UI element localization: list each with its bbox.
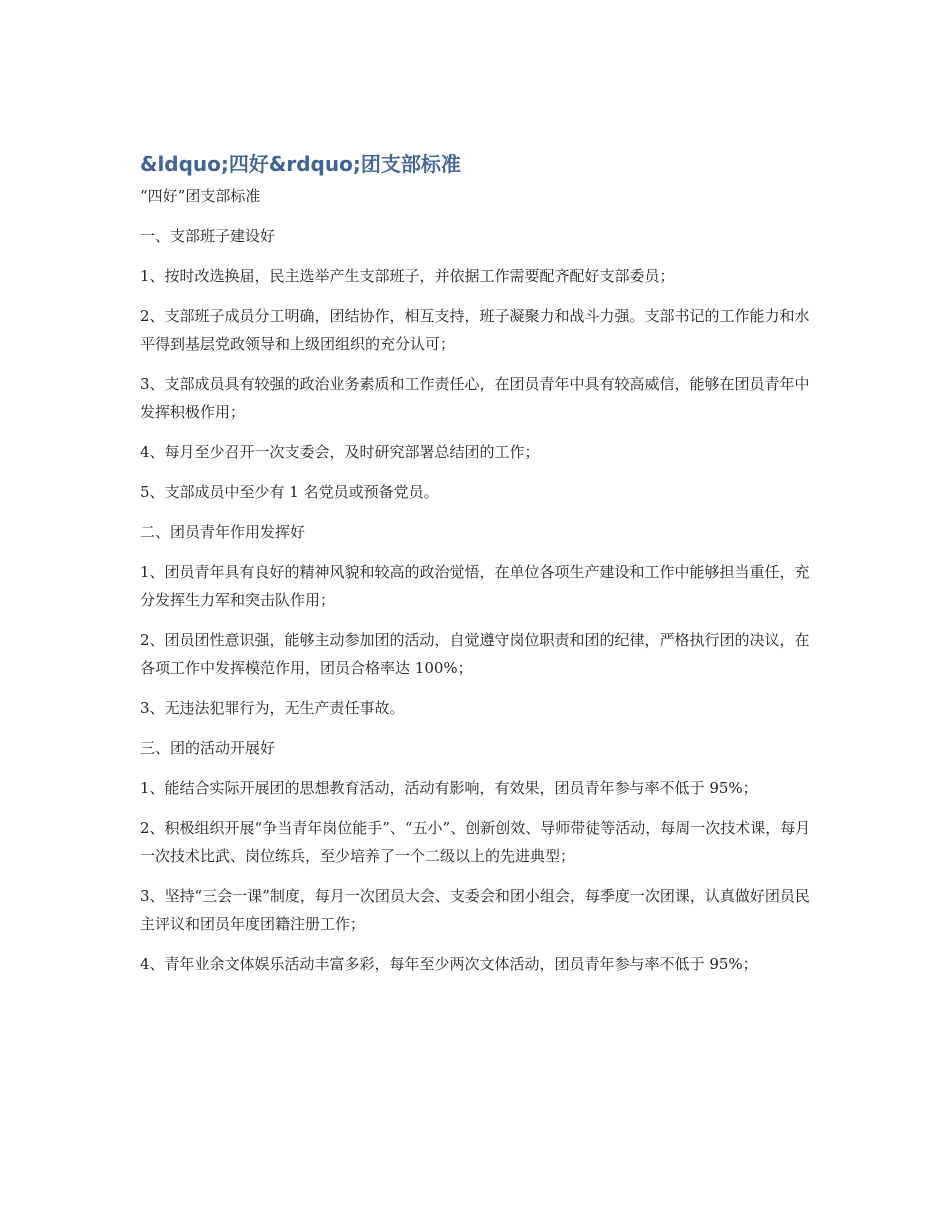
document-title: &ldquo;四好&rdquo;团支部标准: [140, 152, 461, 176]
section-heading-3: 三、团的活动开展好: [140, 739, 276, 757]
section-2-item-3: 3、无违法犯罪行为，无生产责任事故。: [140, 699, 405, 717]
section-2-item-1: 1、团员青年具有良好的精神风貌和较高的政治觉悟，在单位各项生产建设和工作中能够担当重任，充分发挥生力军和突击队作用；: [140, 563, 810, 609]
section-3-item-3: 3、坚持“三会一课”制度，每月一次团员大会、支委会和团小组会，每季度一次团课，认真做好团员民主评议和团员年度团籍注册工作；: [140, 887, 810, 933]
section-1-item-5: 5、支部成员中至少有 1 名党员或预备党员。: [140, 483, 439, 501]
section-1-item-3: 3、支部成员具有较强的政治业务素质和工作责任心，在团员青年中具有较高威信，能够在团员青年中发挥积极作用；: [140, 375, 810, 421]
section-2-item-2: 2、团员团性意识强，能够主动参加团的活动，自觉遵守岗位职责和团的纪律，严格执行团的决议，在各项工作中发挥模范作用，团员合格率达 100%；: [140, 631, 810, 677]
section-1-item-2: 2、支部班子成员分工明确，团结协作，相互支持，班子凝聚力和战斗力强。支部书记的工作能力和水平得到基层党政领导和上级团组织的充分认可；: [140, 307, 810, 353]
section-3-item-4: 4、青年业余文体娱乐活动丰富多彩，每年至少两次文体活动，团员青年参与率不低于 95%；: [140, 955, 758, 973]
section-1-item-4: 4、每月至少召开一次支委会，及时研究部署总结团的工作；: [140, 443, 540, 461]
section-heading-1: 一、支部班子建设好: [140, 227, 276, 245]
section-3-item-2: 2、积极组织开展“争当青年岗位能手”、“五小”、创新创效、导师带徒等活动，每周一次技术课，每月一次技术比武、岗位练兵，至少培养了一个二级以上的先进典型；: [140, 819, 811, 865]
document-subtitle: “四好”团支部标准: [140, 187, 261, 205]
section-1-item-1: 1、按时改选换届，民主选举产生支部班子，并依据工作需要配齐配好支部委员；: [140, 267, 675, 285]
section-heading-2: 二、团员青年作用发挥好: [140, 523, 306, 541]
document-page: [140, 150, 820, 978]
section-3-item-1: 1、能结合实际开展团的思想教育活动，活动有影响，有效果，团员青年参与率不低于 95%；: [140, 779, 758, 797]
